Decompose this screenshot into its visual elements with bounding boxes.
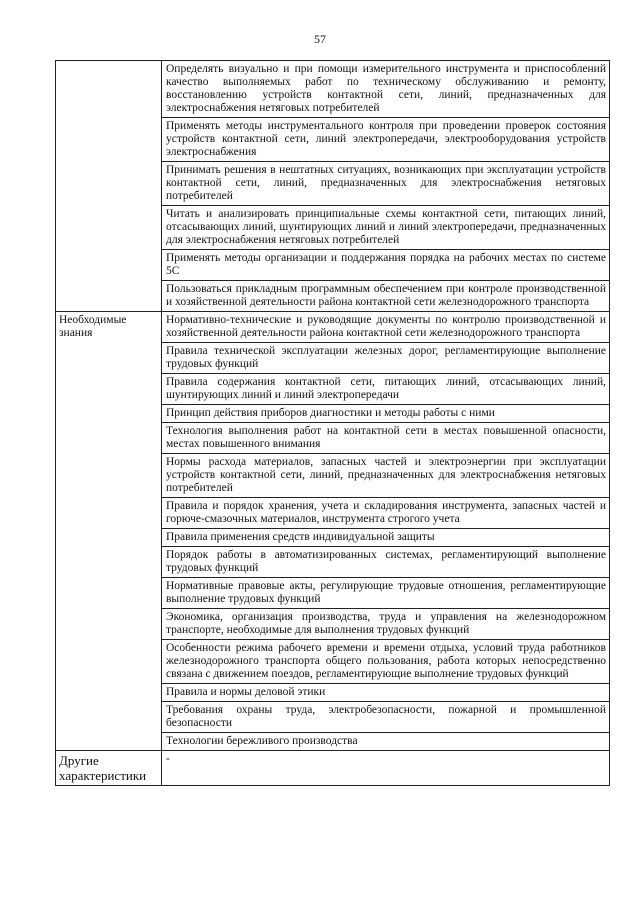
skill-item: Применять методы инструментального контроля при проведении проверок состояния устройств контактной сети, линий электропередачи, электрооборудования устройств электроснабжения xyxy=(162,118,610,162)
other-row xyxy=(56,751,610,786)
knowledge-label: Необходимые знания xyxy=(56,312,162,751)
knowledge-item: Правила технической эксплуатации железных дорог, регламентирующие выполнение трудовых функций xyxy=(162,343,610,374)
knowledge-item: Нормативно-технические и руководящие документы по контролю производственной и хозяйственной деятельности района контактной сети железнодорожного транспорта xyxy=(162,312,610,343)
knowledge-item: Нормативные правовые акты, регулирующие трудовые отношения, регламентирующие выполнение трудовых функций xyxy=(162,578,610,609)
other-characteristics-label: Другие характеристики xyxy=(56,751,162,786)
knowledge-item: Технологии бережливого производства xyxy=(162,733,610,751)
skill-item: Определять визуально и при помощи измерительного инструмента и приспособлений качество выполняемых работ по техническому обслуживанию и ремонту, восстановлению устройств контактной сети, линий, предназначенных для электроснабжения нетяговых потребителей xyxy=(162,61,610,118)
page-number: 57 xyxy=(314,32,326,46)
requirements-table-body xyxy=(56,61,610,786)
skill-item: Применять методы организации и поддержания порядка на рабочих местах по системе 5С xyxy=(162,250,610,281)
skill-item-row xyxy=(56,61,610,118)
other-characteristics-value: - xyxy=(162,751,610,786)
knowledge-item: Правила содержания контактной сети, питающих линий, отсасывающих линий, шунтирующих линий и линий электропередачи xyxy=(162,374,610,405)
knowledge-item: Принцип действия приборов диагностики и методы работы с ними xyxy=(162,405,610,423)
knowledge-item: Порядок работы в автоматизированных системах, регламентирующий выполнение трудовых функций xyxy=(162,547,610,578)
skill-item: Принимать решения в нештатных ситуациях, возникающих при эксплуатации устройств контактной сети, линий, предназначенных для электроснабжения нетяговых потребителей xyxy=(162,162,610,206)
skills-label-cell xyxy=(56,61,162,312)
knowledge-item-row xyxy=(56,312,610,343)
knowledge-item: Правила применения средств индивидуальной защиты xyxy=(162,529,610,547)
skill-item: Читать и анализировать принципиальные схемы контактной сети, питающих линий, отсасывающих линий, шунтирующих линий и линий электропередачи, предназначенных для электроснабжения нетяговых потребителей xyxy=(162,206,610,250)
knowledge-item: Особенности режима рабочего времени и времени отдыха, условий труда работников железнодорожного транспорта общего пользования, работа которых непосредственно связана с движением поездов, регламентирующие выполнение трудовых функций xyxy=(162,640,610,684)
requirements-table xyxy=(55,60,610,786)
knowledge-item: Технология выполнения работ на контактной сети в местах повышенной опасности, местах повышенного внимания xyxy=(162,423,610,454)
knowledge-item: Нормы расхода материалов, запасных частей и электроэнергии при эксплуатации устройств контактной сети, линий, предназначенных для электроснабжения нетяговых потребителей xyxy=(162,454,610,498)
knowledge-item: Требования охраны труда, электробезопасности, пожарной и промышленной безопасности xyxy=(162,702,610,733)
knowledge-item: Правила и нормы деловой этики xyxy=(162,684,610,702)
knowledge-item: Экономика, организация производства, труда и управления на железнодорожном транспорте, необходимые для выполнения трудовых функций xyxy=(162,609,610,640)
skill-item: Пользоваться прикладным программным обеспечением при контроле производственной и хозяйственной деятельности района контактной сети железнодорожного транспорта xyxy=(162,281,610,312)
knowledge-item: Правила и порядок хранения, учета и складирования инструмента, запасных частей и горюче-смазочных материалов, инструмента строгого учета xyxy=(162,498,610,529)
